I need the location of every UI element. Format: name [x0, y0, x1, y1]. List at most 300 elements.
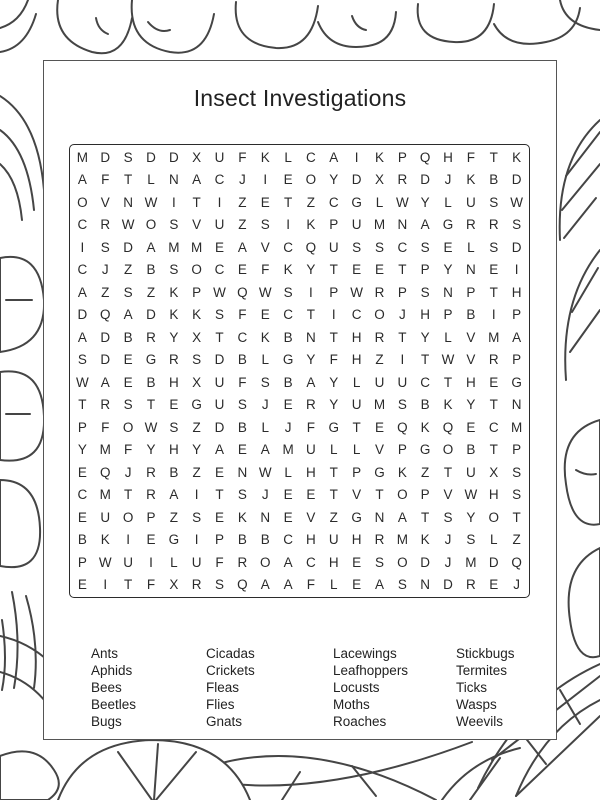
grid-letter: S — [260, 217, 270, 233]
grid-letter: O — [305, 172, 317, 188]
grid-letter: M — [168, 239, 180, 255]
grid-letter: D — [511, 239, 522, 255]
grid-letter: S — [192, 352, 202, 368]
grid-letter: T — [123, 577, 133, 593]
grid-letter: P — [215, 532, 225, 548]
grid-letter: S — [169, 419, 179, 435]
grid-letter: T — [306, 307, 316, 323]
grid-letter: H — [306, 464, 316, 480]
grid-letter: B — [237, 532, 247, 548]
grid-letter: S — [374, 239, 384, 255]
grid-letter: R — [374, 329, 385, 345]
grid-letter: W — [510, 194, 523, 210]
grid-letter: B — [420, 397, 430, 413]
grid-letter: R — [465, 217, 476, 233]
grid-letter: C — [77, 262, 88, 278]
word-item: Roaches — [333, 714, 387, 729]
grid-letter: I — [286, 217, 290, 233]
grid-letter: T — [123, 172, 133, 188]
grid-letter: G — [351, 194, 362, 210]
grid-letter: F — [146, 577, 156, 593]
word-item: Ticks — [456, 680, 487, 695]
grid-letter: D — [146, 149, 156, 165]
grid-letter: S — [123, 149, 133, 165]
grid-letter: D — [100, 329, 111, 345]
grid-letter: W — [144, 419, 158, 435]
grid-letter: S — [260, 374, 270, 390]
grid-letter: Z — [238, 194, 247, 210]
grid-letter: L — [284, 464, 292, 480]
grid-letter: L — [489, 532, 498, 548]
grid-letter: E — [443, 239, 453, 255]
grid-letter: V — [374, 442, 384, 458]
grid-letter: C — [351, 307, 362, 323]
grid-letter: C — [214, 262, 225, 278]
grid-letter: T — [146, 397, 156, 413]
grid-letter: P — [397, 442, 407, 458]
grid-letter: M — [488, 329, 500, 345]
grid-letter: E — [283, 509, 293, 525]
grid-letter: D — [100, 352, 111, 368]
grid-letter: K — [169, 307, 179, 323]
grid-letter: K — [512, 149, 522, 165]
grid-letter: U — [328, 532, 339, 548]
grid-letter: Z — [101, 284, 110, 300]
grid-letter: Z — [192, 464, 201, 480]
grid-letter: A — [283, 577, 293, 593]
grid-letter: B — [466, 307, 476, 323]
grid-letter: T — [329, 487, 338, 503]
grid-letter: A — [374, 577, 384, 593]
grid-letter: L — [352, 374, 361, 390]
word-item: Aphids — [91, 663, 133, 678]
grid-letter: A — [420, 217, 430, 233]
word-item: Leafhoppers — [333, 663, 409, 678]
grid-letter: F — [306, 577, 316, 593]
grid-letter: J — [284, 419, 292, 435]
grid-letter: B — [283, 329, 293, 345]
grid-letter: C — [488, 419, 499, 435]
grid-letter: O — [374, 307, 385, 323]
grid-letter: S — [192, 509, 202, 525]
grid-letter: W — [395, 194, 409, 210]
grid-letter: Y — [329, 397, 339, 413]
grid-letter: I — [354, 149, 359, 165]
grid-letter: V — [260, 239, 270, 255]
grid-letter: G — [191, 397, 202, 413]
grid-letter: E — [77, 509, 87, 525]
grid-letter: P — [397, 149, 407, 165]
grid-letter: C — [420, 374, 431, 390]
grid-letter: H — [306, 532, 316, 548]
grid-letter: R — [146, 464, 156, 480]
grid-letter: X — [192, 329, 202, 345]
grid-letter: S — [512, 464, 522, 480]
grid-letter: V — [466, 329, 476, 345]
grid-letter: W — [350, 284, 363, 300]
grid-letter: I — [309, 284, 313, 300]
grid-letter: P — [397, 284, 407, 300]
grid-letter: E — [283, 172, 293, 188]
grid-letter: R — [146, 487, 156, 503]
grid-letter: Y — [169, 329, 179, 345]
grid-letter: C — [328, 194, 339, 210]
grid-letter: G — [145, 352, 157, 368]
grid-letter: E — [123, 352, 133, 368]
grid-letter: E — [260, 307, 270, 323]
grid-letter: A — [146, 239, 156, 255]
grid-letter: R — [191, 577, 202, 593]
grid-letter: C — [214, 172, 225, 188]
grid-letter: W — [258, 464, 272, 480]
grid-letter: I — [103, 577, 108, 593]
grid-letter: G — [282, 352, 294, 368]
grid-letter: P — [512, 352, 522, 368]
grid-letter: S — [420, 239, 430, 255]
grid-letter: A — [169, 487, 179, 503]
grid-letter: N — [420, 577, 431, 593]
grid-letter: O — [397, 487, 408, 503]
word-item: Weevils — [456, 714, 504, 729]
grid-letter: K — [260, 149, 270, 165]
grid-letter: B — [237, 352, 247, 368]
grid-letter: O — [397, 554, 408, 570]
grid-letter: Q — [237, 284, 248, 300]
grid-letter: K — [100, 532, 110, 548]
grid-letter: Z — [123, 262, 133, 278]
grid-letter: E — [215, 464, 225, 480]
grid-letter: T — [398, 262, 407, 278]
grid-letter: K — [306, 217, 316, 233]
grid-letter: G — [419, 442, 431, 458]
grid-letter: M — [510, 419, 523, 435]
grid-letter: T — [489, 442, 498, 458]
grid-letter: H — [328, 554, 339, 570]
grid-letter: W — [121, 217, 135, 233]
grid-letter: L — [147, 172, 155, 188]
grid-letter: R — [168, 352, 179, 368]
grid-letter: K — [237, 509, 247, 525]
grid-letter: B — [77, 532, 87, 548]
grid-letter: R — [488, 217, 499, 233]
grid-letter: O — [442, 442, 454, 458]
grid-letter: S — [215, 307, 225, 323]
grid-letter: T — [421, 352, 430, 368]
grid-letter: V — [443, 487, 453, 503]
grid-letter: Y — [420, 194, 430, 210]
grid-letter: T — [352, 419, 361, 435]
word-column — [456, 645, 515, 730]
grid-letter: E — [306, 487, 316, 503]
grid-letter: M — [282, 442, 294, 458]
grid-letter: L — [444, 329, 452, 345]
grid-letter: S — [215, 577, 225, 593]
grid-letter: F — [101, 172, 110, 188]
grid-letter: H — [465, 374, 476, 390]
grid-letter: R — [374, 532, 385, 548]
word-item: Gnats — [206, 714, 243, 729]
page-title: Insect Investigations — [193, 85, 407, 111]
grid-letter: F — [238, 307, 247, 323]
grid-letter: P — [329, 284, 339, 300]
grid-letter: Y — [146, 442, 156, 458]
grid-letter: S — [512, 487, 522, 503]
grid-letter: T — [489, 397, 498, 413]
grid-letter: T — [329, 464, 338, 480]
grid-letter: Z — [169, 509, 178, 525]
grid-letter: K — [443, 397, 453, 413]
grid-letter: A — [260, 577, 270, 593]
grid-letter: K — [374, 149, 384, 165]
grid-letter: S — [123, 397, 133, 413]
word-item: Stickbugs — [456, 646, 515, 661]
grid-letter: N — [443, 284, 453, 300]
grid-letter: E — [237, 262, 247, 278]
grid-letter: R — [488, 352, 499, 368]
grid-letter: B — [237, 419, 247, 435]
grid-letter: R — [465, 577, 476, 593]
grid-letter: A — [192, 172, 202, 188]
word-item: Beetles — [91, 697, 137, 712]
grid-letter: O — [122, 419, 134, 435]
grid-letter: A — [283, 554, 293, 570]
grid-letter: K — [169, 284, 179, 300]
grid-letter: D — [77, 307, 88, 323]
word-search-grid — [69, 144, 530, 598]
grid-letter: I — [126, 532, 130, 548]
grid-letter: S — [512, 217, 522, 233]
grid-letter: A — [329, 149, 339, 165]
grid-letter: A — [77, 172, 87, 188]
grid-letter: D — [214, 352, 225, 368]
grid-letter: L — [352, 442, 361, 458]
word-item: Ants — [91, 646, 119, 661]
grid-letter: J — [124, 464, 132, 480]
grid-letter: D — [214, 419, 225, 435]
grid-letter: S — [77, 352, 87, 368]
grid-letter: L — [261, 352, 269, 368]
grid-letter: E — [352, 577, 362, 593]
grid-letter: S — [123, 284, 133, 300]
grid-letter: N — [374, 509, 385, 525]
grid-letter: X — [489, 464, 499, 480]
grid-letter: M — [465, 554, 477, 570]
grid-letter: H — [420, 307, 431, 323]
grid-letter: T — [375, 487, 384, 503]
grid-letter: P — [466, 284, 476, 300]
grid-letter: K — [466, 172, 476, 188]
grid-letter: Q — [237, 577, 248, 593]
grid-letter: V — [306, 509, 316, 525]
grid-letter: P — [192, 284, 202, 300]
grid-letter: U — [214, 374, 225, 390]
grid-letter: X — [374, 172, 384, 188]
grid-letter: T — [283, 194, 293, 210]
grid-letter: J — [513, 577, 520, 593]
grid-letter: Z — [512, 532, 521, 548]
grid-letter: E — [466, 419, 476, 435]
grid-letter: U — [397, 374, 408, 390]
grid-letter: D — [146, 307, 156, 323]
grid-letter: N — [306, 329, 316, 345]
grid-letter: G — [328, 419, 340, 435]
grid-letter: E — [123, 374, 133, 390]
grid-letter: T — [489, 284, 498, 300]
grid-letter: A — [77, 329, 87, 345]
grid-letter: J — [444, 532, 452, 548]
grid-letter: X — [192, 149, 202, 165]
grid-letter: H — [168, 442, 179, 458]
grid-letter: E — [169, 397, 179, 413]
grid-letter: G — [511, 374, 522, 390]
grid-letter: H — [511, 284, 522, 300]
grid-letter: P — [77, 554, 87, 570]
grid-letter: T — [512, 509, 521, 525]
grid-letter: Y — [306, 352, 316, 368]
grid-letter: S — [100, 239, 110, 255]
grid-letter: Z — [329, 509, 338, 525]
grid-letter: Y — [329, 374, 339, 390]
grid-letter: E — [489, 577, 499, 593]
grid-letter: D — [488, 554, 499, 570]
grid-letter: F — [306, 419, 316, 435]
grid-letter: P — [512, 442, 522, 458]
grid-letter: K — [192, 307, 202, 323]
grid-letter: I — [514, 262, 519, 278]
grid-letter: S — [169, 217, 179, 233]
grid-letter: T — [443, 464, 453, 480]
grid-letter: A — [100, 374, 110, 390]
grid-letter: U — [214, 217, 225, 233]
grid-letter: A — [397, 509, 407, 525]
grid-letter: H — [488, 487, 499, 503]
grid-letter: D — [420, 554, 431, 570]
grid-letter: S — [283, 284, 293, 300]
word-item: Wasps — [456, 697, 497, 712]
grid-letter: S — [169, 262, 179, 278]
grid-letter: I — [217, 194, 222, 210]
grid-letter: C — [77, 487, 88, 503]
grid-letter: V — [466, 352, 476, 368]
grid-letter: W — [258, 284, 272, 300]
grid-letter: I — [491, 307, 496, 323]
grid-letter: W — [144, 194, 158, 210]
grid-letter: W — [213, 284, 226, 300]
grid-letter: Z — [306, 194, 316, 210]
grid-letter: U — [465, 194, 476, 210]
grid-letter: R — [374, 284, 385, 300]
grid-letter: H — [351, 352, 362, 368]
grid-letter: K — [420, 419, 430, 435]
grid-letter: P — [77, 419, 87, 435]
grid-letter: Q — [442, 419, 454, 435]
grid-letter: Q — [305, 239, 317, 255]
grid-letter: E — [146, 532, 156, 548]
grid-letter: S — [489, 194, 499, 210]
grid-letter: X — [192, 374, 202, 390]
grid-letter: E — [489, 374, 499, 390]
grid-letter: M — [76, 149, 89, 165]
grid-letter: I — [331, 307, 336, 323]
grid-letter: H — [351, 329, 362, 345]
grid-letter: U — [465, 464, 476, 480]
grid-letter: S — [374, 554, 384, 570]
grid-letter: U — [306, 442, 316, 458]
grid-letter: T — [192, 194, 201, 210]
grid-letter: I — [194, 487, 199, 503]
grid-letter: S — [352, 239, 362, 255]
puzzle-page — [43, 60, 557, 740]
grid-letter: Y — [192, 442, 202, 458]
grid-letter: Q — [511, 554, 522, 570]
grid-letter: D — [420, 172, 431, 188]
grid-letter: A — [512, 329, 522, 345]
word-item: Moths — [333, 697, 370, 712]
grid-letter: H — [351, 532, 362, 548]
grid-letter: M — [373, 397, 386, 413]
grid-letter: M — [99, 442, 111, 458]
grid-letter: B — [260, 532, 270, 548]
grid-letter: V — [192, 217, 202, 233]
grid-letter: T — [489, 149, 498, 165]
grid-letter: Z — [146, 284, 156, 300]
grid-letter: V — [100, 194, 110, 210]
grid-letter: S — [397, 397, 407, 413]
grid-letter: A — [306, 374, 316, 390]
grid-letter: U — [374, 374, 385, 390]
grid-letter: T — [421, 509, 430, 525]
grid-letter: E — [374, 419, 384, 435]
grid-letter: F — [261, 262, 270, 278]
grid-letter: Y — [466, 397, 476, 413]
word-item: Termites — [456, 663, 508, 678]
word-item: Bugs — [91, 714, 122, 729]
grid-letter: L — [330, 577, 338, 593]
grid-letter: R — [100, 217, 111, 233]
grid-letter: P — [420, 262, 430, 278]
grid-letter: F — [215, 554, 224, 570]
grid-letter: K — [420, 532, 430, 548]
grid-letter: D — [351, 172, 362, 188]
grid-letter: N — [397, 217, 408, 233]
grid-letter: N — [237, 464, 248, 480]
grid-letter: Y — [306, 262, 316, 278]
grid-letter: C — [306, 149, 316, 165]
grid-letter: W — [441, 352, 455, 368]
grid-letter: I — [194, 532, 199, 548]
grid-letter: P — [329, 217, 339, 233]
grid-letter: E — [283, 397, 293, 413]
grid-letter: Z — [375, 352, 384, 368]
grid-letter: U — [100, 509, 111, 525]
grid-letter: T — [329, 329, 338, 345]
grid-letter: G — [374, 464, 385, 480]
word-item: Fleas — [206, 680, 240, 695]
grid-letter: K — [260, 329, 270, 345]
grid-letter: D — [123, 239, 133, 255]
grid-letter: A — [215, 442, 225, 458]
grid-letter: Z — [238, 217, 247, 233]
grid-letter: J — [101, 262, 109, 278]
grid-letter: S — [466, 532, 476, 548]
word-list — [91, 645, 515, 730]
grid-letter: B — [123, 329, 133, 345]
grid-letter: E — [260, 194, 270, 210]
grid-letter: R — [397, 172, 408, 188]
grid-letter: C — [397, 239, 408, 255]
grid-letter: E — [283, 487, 293, 503]
word-item: Lacewings — [333, 646, 397, 661]
